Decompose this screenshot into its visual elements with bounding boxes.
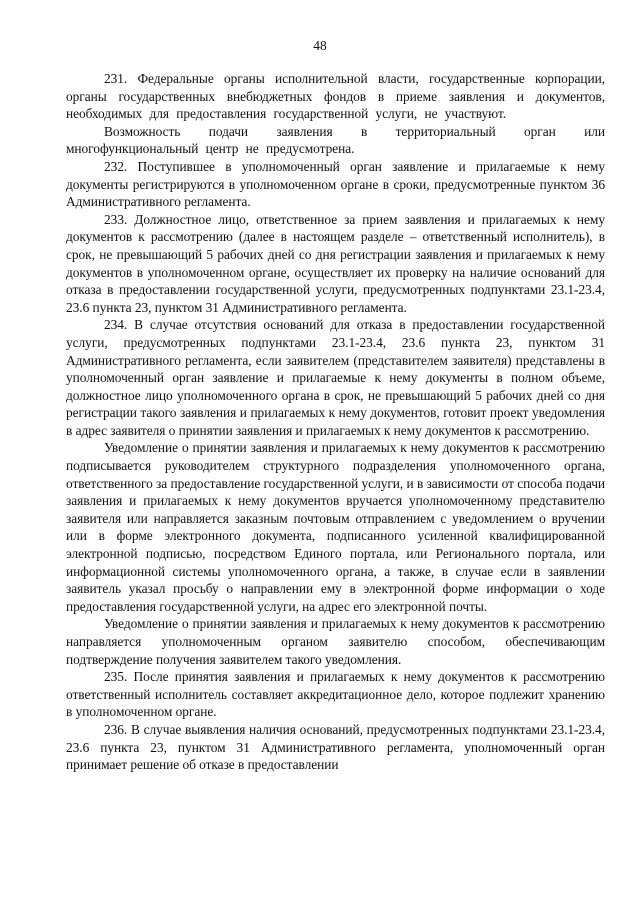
document-body — [66, 70, 605, 774]
paragraph-231: 231. Федеральные органы исполнительной власти, государственные корпорации, органы государственных внебюджетных фондов в приеме заявления и документов, необходимых для предоставления государственной услуги, не участвуют. — [66, 71, 605, 122]
paragraph-234-notice: Уведомление о принятии заявления и прилагаемых к нему документов к рассмотрению подписывается руководителем структурного подразделения уполномоченного органа, ответственного за предоставление государственной услуги, и в зависимости от способа подачи заявления и прилагаемых к нему документов вручается уполномоченному представителю заявителя или направляется заказным почтовым отправлением с уведомлением о вручении или в форме электронного документа, подписанного усиленной квалифицированной электронной подписью, посредством Единого портала, или Регионального портала, или информационной системы уполномоченного органа, а также, в случае если в заявлении заявитель указал просьбу о направлении ему в электронной форме информации о ходе предоставления государственной услуги, на адрес его электронной почты. — [66, 440, 605, 614]
paragraph-235: 235. После принятия заявления и прилагаемых к нему документов к рассмотрению ответственный исполнитель составляет аккредитационное дело, которое подлежит хранению в уполномоченном органе. — [66, 669, 605, 720]
paragraph-231-note: Возможность подачи заявления в территориальный орган или многофункциональный центр не предусмотрена. — [66, 123, 605, 157]
paragraph-233: 233. Должностное лицо, ответственное за прием заявления и прилагаемых к нему документов к рассмотрению (далее в настоящем разделе – ответственный исполнитель), в срок, не превышающий 5 рабочих дней со дня регистрации заявления и прилагаемых к нему документов в уполномоченном органе, осуществляет их проверку на наличие оснований для отказа в предоставлении государственной услуги, предусмотренных подпунктами 23.1-23.4, 23.6 пункта 23, пунктом 31 Административного регламента. — [66, 211, 605, 315]
paragraph-236: 236. В случае выявления наличия оснований, предусмотренных подпунктами 23.1-23.4, 23.6 пункта 23, пунктом 31 Административного регламента, уполномоченный орган принимает решение об отказе в предоставлении — [66, 721, 605, 773]
paragraph-234: 234. В случае отсутствия оснований для отказа в предоставлении государственной услуги, предусмотренных подпунктами 23.1-23.4, 23.6 пункта 23, пунктом 31 Административного регламента, если заявителем (представителем заявителя) представлены в уполномоченный орган заявление и прилагаемые к нему документы в полном объеме, должностное лицо уполномоченного органа в срок, не превышающий 5 рабочих дней со дня регистрации такого заявления и прилагаемых к нему документов, готовит проект уведомления в адрес заявителя о принятии заявления и прилагаемых к нему документов к рассмотрению. — [66, 317, 605, 438]
page-number: 48 — [313, 38, 327, 53]
paragraph-232: 232. Поступившее в уполномоченный орган заявление и прилагаемые к нему документы регистрируются в уполномоченном органе в сроки, предусмотренные пунктом 36 Административного регламента. — [66, 158, 605, 210]
paragraph-234-delivery: Уведомление о принятии заявления и прилагаемых к нему документов к рассмотрению направляется уполномоченным органом заявителю способом, обеспечивающим подтверждение получения заявителем такого уведомления. — [66, 616, 605, 667]
